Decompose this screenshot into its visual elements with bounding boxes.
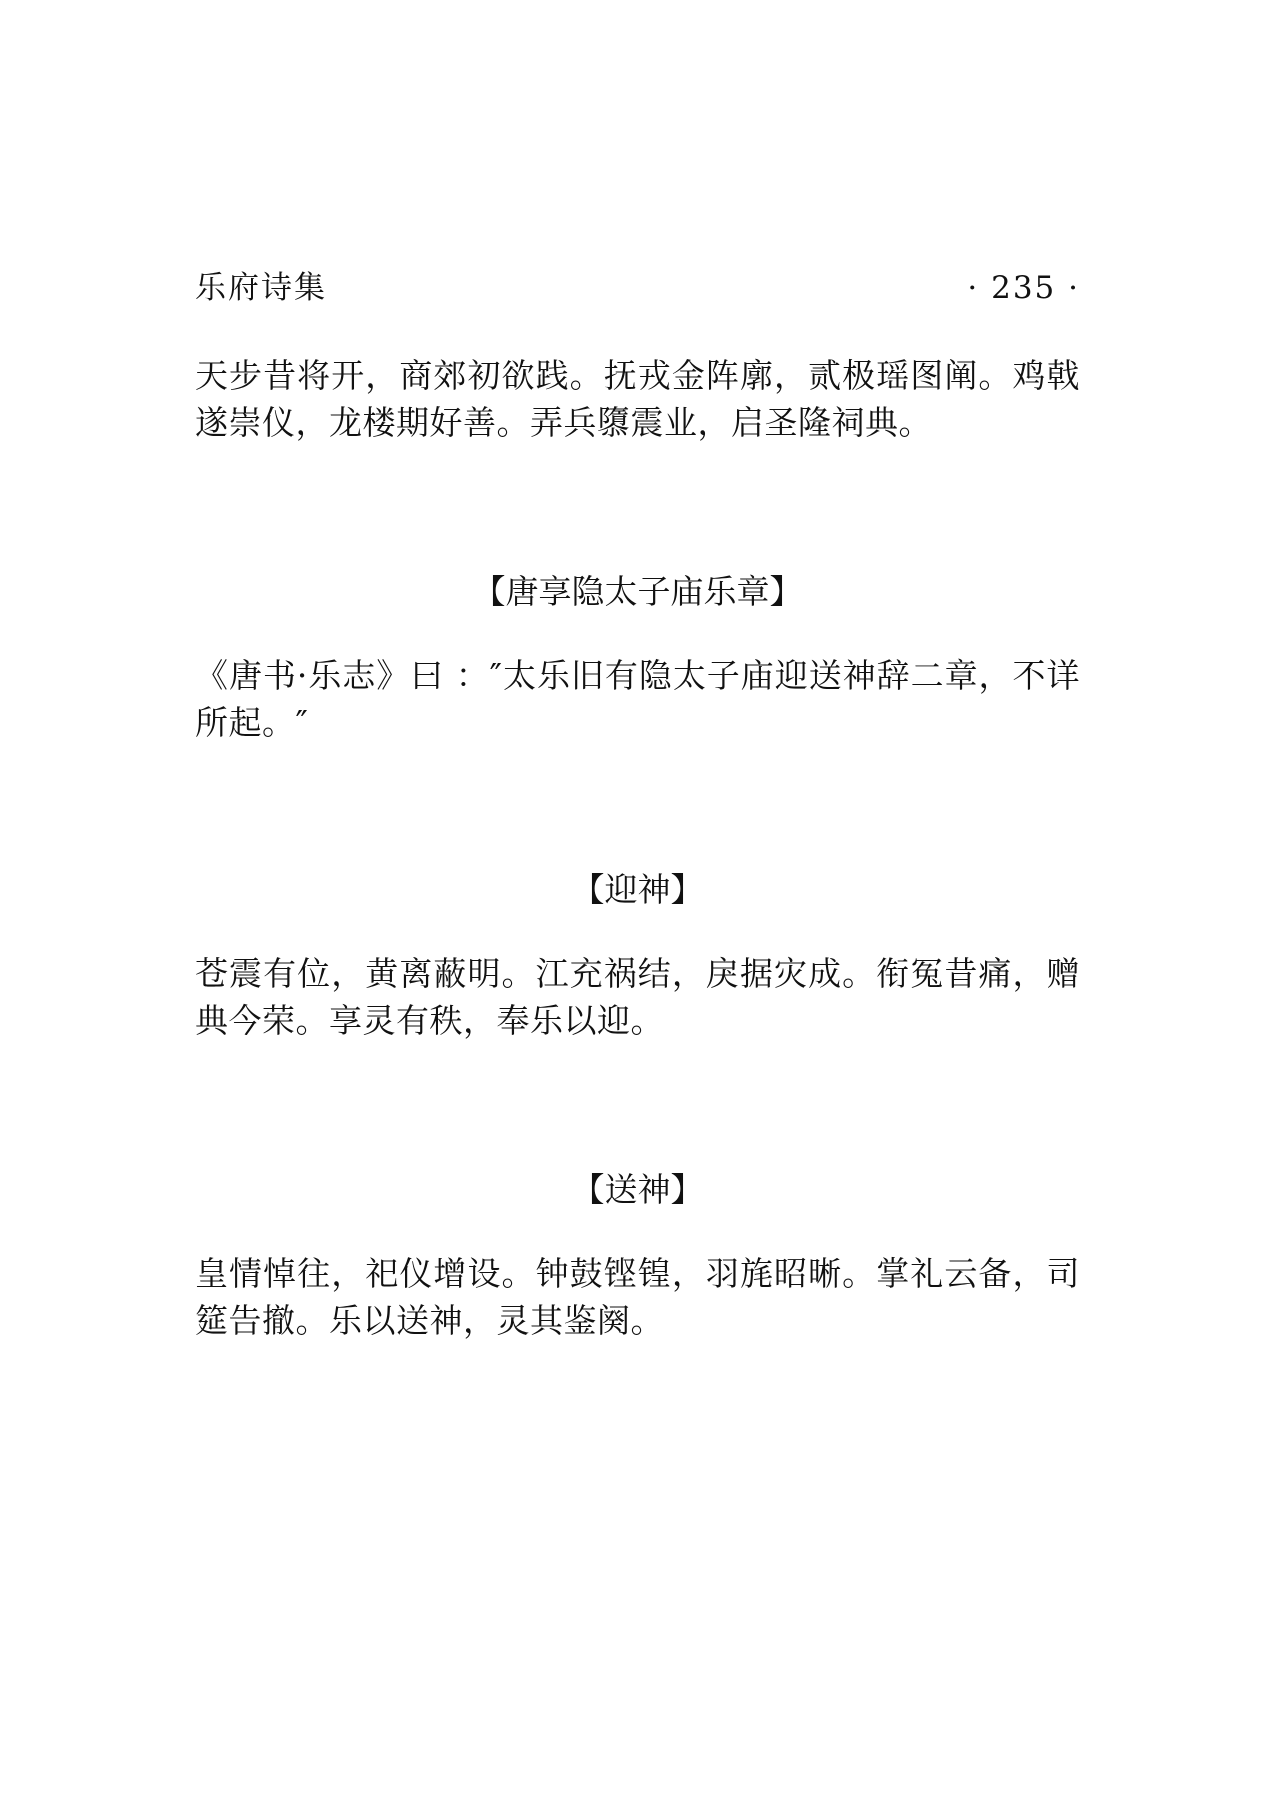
book-title: 乐府诗集 — [195, 270, 327, 306]
section-heading: 【送神】 — [571, 1170, 704, 1209]
page-number: · 235 · — [967, 270, 1080, 306]
source-note-paragraph: 《唐书·乐志》曰 ：″太乐旧有隐太子庙迎送神辞二章，不详所起。″ — [195, 656, 1080, 742]
poem-paragraph: 天步昔将开，商郊初欲践。抚戎金阵廓，贰极瑶图阐。鸡戟遂崇仪，龙楼期好善。弄兵隳震业，启圣隆祠典。 — [195, 356, 1080, 442]
page-header — [195, 266, 1080, 310]
poem-paragraph: 皇情悼往，祀仪增设。钟鼓铿锽，羽旄昭晰。掌礼云备，司筵告撤。乐以送神，灵其鉴阕。 — [195, 1254, 1080, 1340]
poem-paragraph: 苍震有位，黄离蔽明。江充祸结，戾据灾成。衔冤昔痛，赠典今荣。享灵有秩，奉乐以迎。 — [195, 954, 1080, 1040]
section-heading: 【迎神】 — [571, 870, 704, 909]
section-heading: 【唐享隐太子庙乐章】 — [472, 572, 803, 611]
